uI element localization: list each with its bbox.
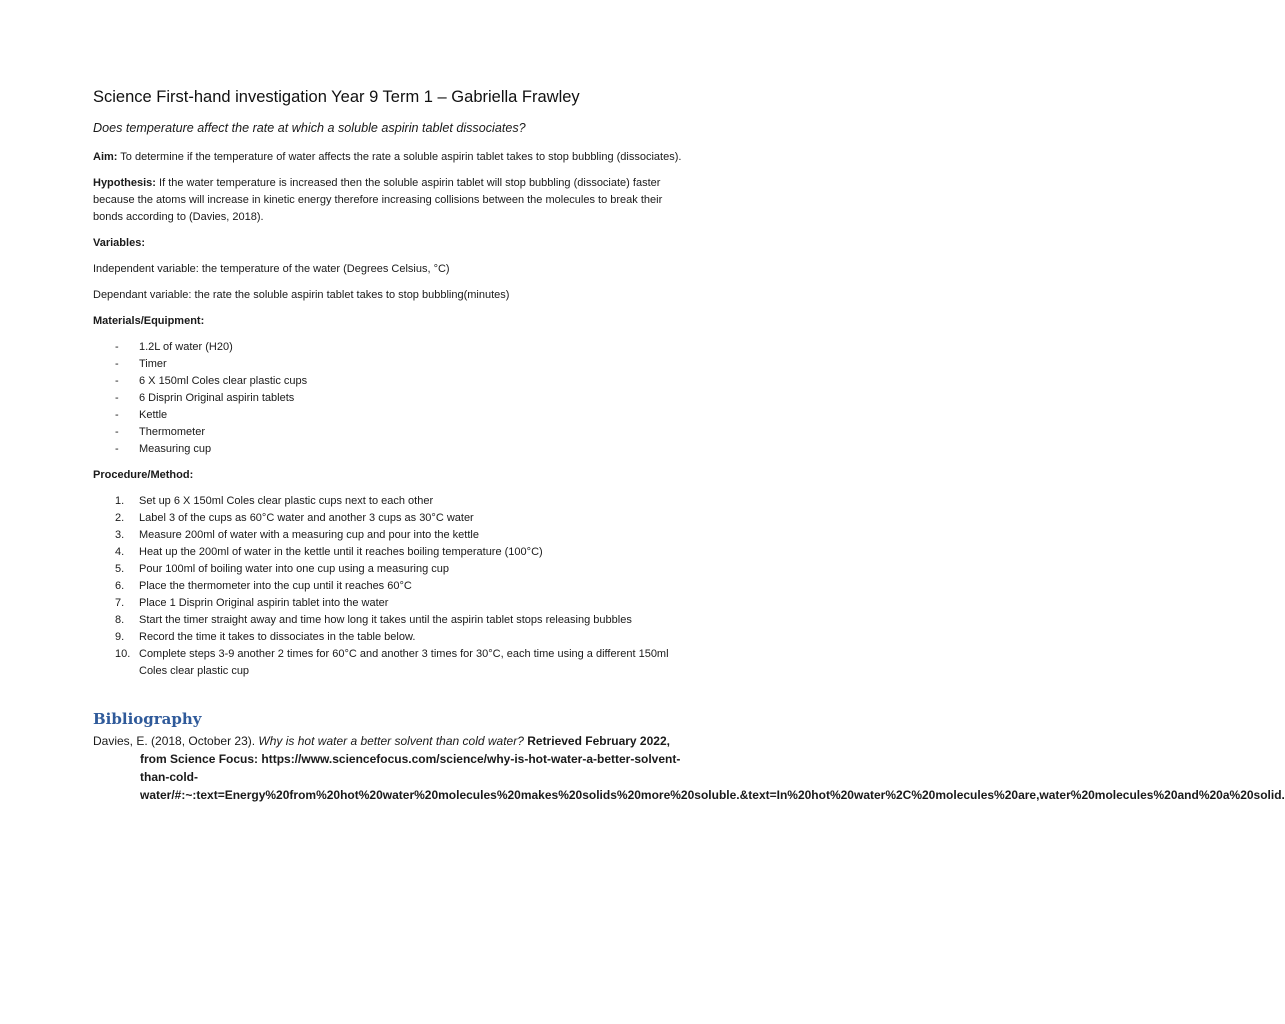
step-number: 4. [115, 546, 125, 558]
hypothesis-label: Hypothesis: [93, 177, 156, 189]
list-item [115, 578, 688, 595]
bullet-dash: - [115, 375, 119, 387]
materials-list [93, 339, 688, 458]
step-number: 7. [115, 597, 125, 609]
step-text: Label 3 of the cups as 60°C water and another 3 cups as 30°C water [139, 512, 474, 524]
list-item [115, 561, 688, 578]
step-text: Measure 200ml of water with a measuring cup and pour into the kettle [139, 529, 479, 541]
list-item-text: 1.2L of water (H20) [139, 341, 233, 353]
step-text: Record the time it takes to dissociates in the table below. [139, 631, 416, 643]
list-item [115, 612, 688, 629]
list-item [115, 407, 688, 424]
step-text: Place 1 Disprin Original aspirin tablet into the water [139, 597, 389, 609]
list-item [115, 356, 688, 373]
step-text: Pour 100ml of boiling water into one cup using a measuring cup [139, 563, 450, 575]
bullet-dash: - [115, 392, 119, 404]
list-item [115, 441, 688, 458]
bibliography-reference [93, 732, 1285, 804]
list-item [115, 646, 688, 680]
dependant-variable: Dependant variable: the rate the soluble aspirin tablet takes to stop bubbling(minutes) [93, 289, 510, 301]
list-item-text: Thermometer [139, 426, 206, 438]
step-number: 1. [115, 495, 125, 507]
list-item [115, 424, 688, 441]
research-question: Does temperature affect the rate at which a soluble aspirin tablet dissociates? [93, 121, 526, 135]
variables-heading: Variables: [93, 237, 145, 249]
step-text: Complete steps 3-9 another 2 times for 60°C and another 3 times for 30°C, each time using a different 150ml Coles clear plastic cup [139, 648, 669, 677]
step-number: 9. [115, 631, 125, 643]
bullet-dash: - [115, 409, 119, 421]
step-number: 10. [115, 648, 131, 660]
bibliography-heading: Bibliography [93, 710, 202, 728]
step-text: Heat up the 200ml of water in the kettle until it reaches boiling temperature (100°C) [139, 546, 543, 558]
list-item-text: Measuring cup [139, 443, 212, 455]
list-item-text: Timer [139, 358, 167, 370]
hypothesis-text: If the water temperature is increased then the soluble aspirin tablet will stop bubbling (dissociate) faster because the atoms will increase in kinetic energy therefore increasing collisions between the molecules to break their bonds according to (Davies, 2018). [93, 177, 663, 223]
procedure-heading: Procedure/Method: [93, 469, 194, 481]
step-text: Set up 6 X 150ml Coles clear plastic cups next to each other [139, 495, 434, 507]
aim-text: To determine if the temperature of water affects the rate a soluble aspirin tablet takes to stop bubbling (dissociates). [117, 151, 682, 163]
list-item-text: Kettle [139, 409, 168, 421]
reference-authors: Davies, E. (2018, October 23). [93, 734, 259, 748]
aim-paragraph [93, 149, 688, 166]
list-item [115, 595, 688, 612]
step-number: 6. [115, 580, 125, 592]
step-text: Place the thermometer into the cup until it reaches 60°C [139, 580, 412, 592]
document-title: Science First-hand investigation Year 9 Term 1 – Gabriella Frawley [93, 88, 580, 106]
procedure-list [93, 493, 688, 680]
list-item [115, 373, 688, 390]
step-text: Start the timer straight away and time how long it takes until the aspirin tablet stops releasing bubbles [139, 614, 632, 626]
bullet-dash: - [115, 443, 119, 455]
bullet-dash: - [115, 341, 119, 353]
step-number: 3. [115, 529, 125, 541]
list-item [115, 527, 688, 544]
list-item [115, 390, 688, 407]
list-item-text: 6 X 150ml Coles clear plastic cups [139, 375, 308, 387]
list-item [115, 339, 688, 356]
materials-heading: Materials/Equipment: [93, 315, 205, 327]
step-number: 5. [115, 563, 125, 575]
bullet-dash: - [115, 358, 119, 370]
list-item [115, 510, 688, 527]
step-number: 2. [115, 512, 125, 524]
step-number: 8. [115, 614, 125, 626]
list-item [115, 629, 688, 646]
hypothesis-paragraph [93, 175, 688, 226]
list-item [115, 493, 688, 510]
reference-retrieved: Retrieved February 2022, from Science Focus: https://www.sciencefocus.com/science/why-is-hot-water-a-better-solvent-than-cold-water/#:~:text=Energy%20from%20hot%20water%20molecules%20makes%20solids%20more%20soluble.&text=In%20hot%20water%2C%20molecules%20are,water%20molecules%20and%20a%20solid. [140, 734, 1285, 802]
aim-label: Aim: [93, 151, 118, 163]
bullet-dash: - [115, 426, 119, 438]
reference-title: Why is hot water a better solvent than cold water? [258, 734, 524, 748]
list-item-text: 6 Disprin Original aspirin tablets [139, 392, 295, 404]
independent-variable: Independent variable: the temperature of the water (Degrees Celsius, °C) [93, 263, 450, 275]
list-item [115, 544, 688, 561]
